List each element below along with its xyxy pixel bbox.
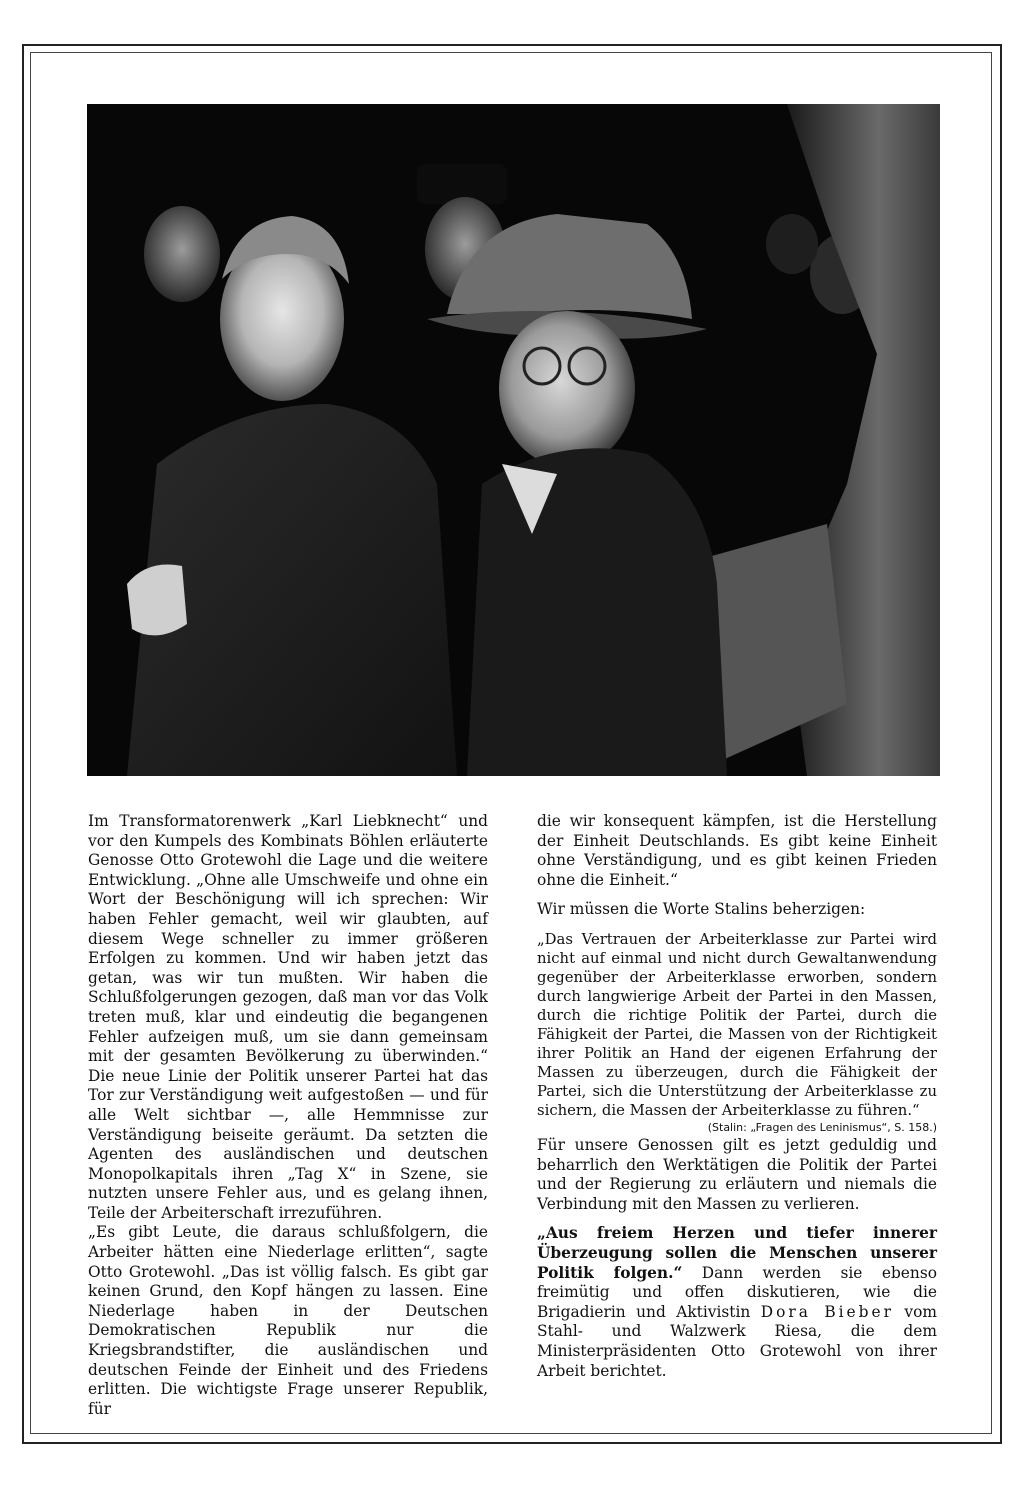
stalin-quote: „Das Vertrauen der Arbeiterklasse zur Partei wird nicht auf einmal und nicht durch Gewaltanwendung gegenüber der Arbeiterklasse erworben, sondern durch langwierige Arbeit der Partei in den Massen, durch die richtige Politik der Partei, durch die Fähigkeit der Partei, die Massen von der Richtigkeit ihrer Politik an Hand der eigenen Erfahrung der Massen zu überzeugen, durch die Fähigkeit der Partei, sich die Unterstützung der Arbeiterklasse zu sichern, die Massen der Arbeiterklasse zu führen.“ <box>537 930 937 1119</box>
closing-text-1: Dann werden sie ebenso freimütig und offen diskutieren, wie die Brigadierin und Aktivistin <box>537 1263 937 1321</box>
photo-illustration <box>87 104 940 776</box>
quote-source: (Stalin: „Fragen des Leninismus“, S. 158.) <box>707 1120 937 1134</box>
text-column-right <box>537 812 937 1381</box>
bold-lead: „Aus freiem Herzen und tiefer innerer Überzeugung sollen die Menschen unserer Politik folgen.“ <box>537 1224 937 1282</box>
body-paragraph: die wir konsequent kämpfen, ist die Herstellung der Einheit Deutschlands. Es gibt keine Einheit ohne Verständigung, und es gibt keinen Frieden ohne die Einheit.“ <box>537 812 937 889</box>
body-paragraph: Für unsere Genossen gilt es jetzt geduldig und beharrlich den Werktätigen die Politik der Partei und der Regierung zu erläutern und niemals die Verbindung mit den Massen zu verlieren. <box>537 1135 937 1213</box>
news-photograph <box>87 104 940 776</box>
spaced-name: Dora Bieber <box>760 1302 894 1321</box>
body-paragraph: Im Transformatorenwerk „Karl Liebknecht“ und vor den Kumpels des Kombinats Böhlen erläuterte Genosse Otto Grotewohl die Lage und die weitere Entwicklung. „Ohne alle Umschweife und ohne ein Wort der Beschönigung will ich sprechen: Wir haben Fehler gemacht, weil wir glaubten, auf diesem Wege schneller zu immer größeren Erfolgen zu kommen. Und wir haben jetzt das getan, was wir tun mußten. Wir haben die Schlußfolgerungen gezogen, daß man vor das Volk treten muß, klar und eindeutig die begangenen Fehler aufzeigen muß, um sie dann gemeinsam mit der gesamten Bevölkerung zu überwinden.“ Die neue Linie der Politik unserer Partei hat das Tor zur Verständigung weit aufgestoßen — und für alle Welt sichtbar —, alle Hemmnisse zur Verständigung beiseite geräumt. Da setzten die Agenten des ausländischen und deutschen Monopolkapitals ihren „Tag X“ in Szene, sie nutzten unsere Fehler aus, und es gelang ihnen, Teile der Arbeiterschaft irrezuführen. <box>88 812 488 1222</box>
body-paragraph: Wir müssen die Worte Stalins beherzigen: <box>537 900 866 919</box>
body-paragraph: „Es gibt Leute, die daraus schlußfolgern, die Arbeiter hätten eine Niederlage erlitten“, sagte Otto Grotewohl. „Das ist völlig falsch. Es gibt gar keinen Grund, den Kopf hängen zu lassen. Eine Niederlage haben in der Deutschen Demokratischen Republik nur die Kriegsbrandstifter, die ausländischen und deutschen Feinde der Einheit und des Friedens erlitten. Die wichtigste Frage unserer Republik, für <box>88 1223 488 1418</box>
closing-paragraph <box>537 1224 937 1381</box>
closing-text-2: vom Stahl- und Walzwerk Riesa, die dem Ministerpräsidenten Otto Grotewohl von ihrer Arbeit berichtet. <box>537 1302 937 1380</box>
text-column-left <box>88 812 488 1419</box>
